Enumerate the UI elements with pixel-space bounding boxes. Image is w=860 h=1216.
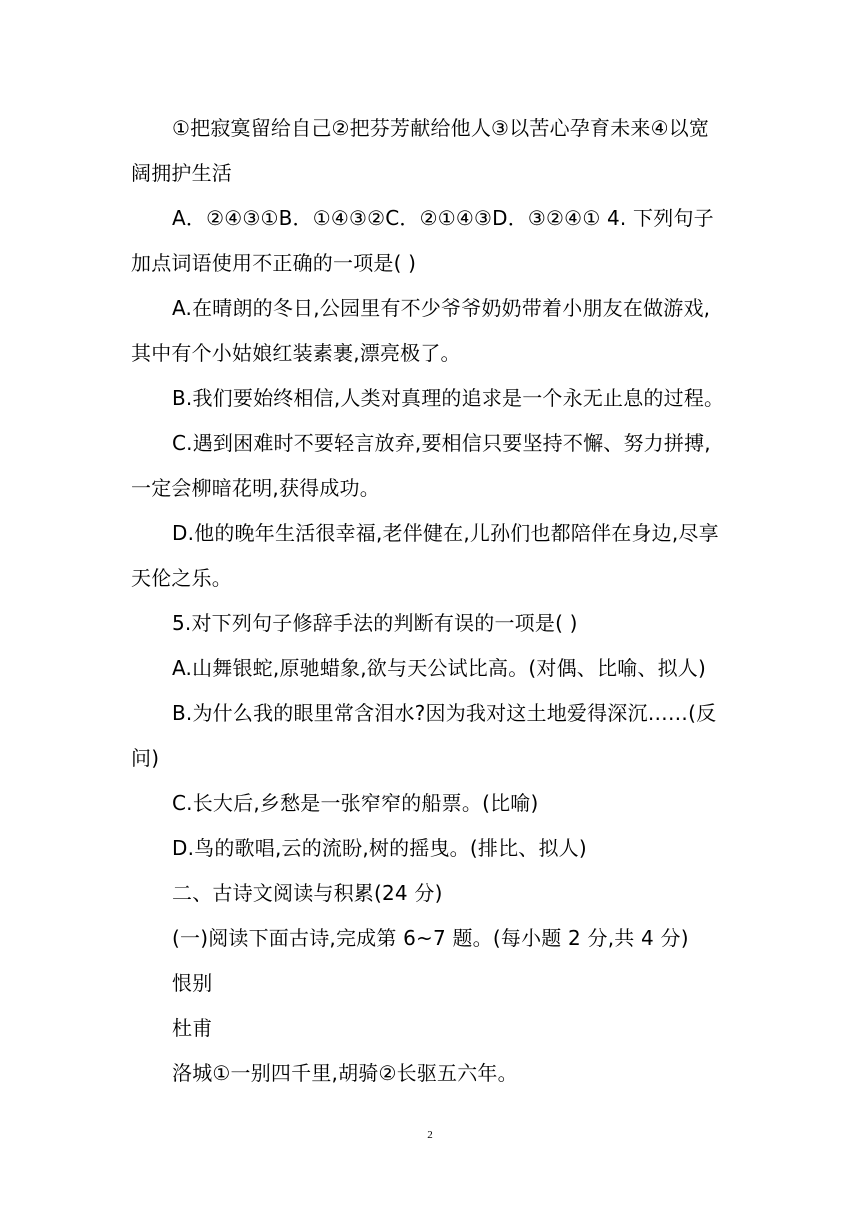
text-line: 天伦之乐。 bbox=[131, 566, 232, 590]
text-line: A．②④③①B．①④③②C．②①④③D．③②④① 4. 下列句子 bbox=[172, 206, 714, 230]
text-line: ①把寂寞留给自己②把芬芳献给他人③以苦心孕育未来④以宽 bbox=[172, 116, 710, 140]
question-heading: 5.对下列句子修辞手法的判断有误的一项是( ) bbox=[172, 611, 578, 635]
text-line: 其中有个小姑娘红装素裹,漂亮极了。 bbox=[131, 341, 461, 365]
poem-title: 恨别 bbox=[172, 971, 213, 995]
text-line: 一定会柳暗花明,获得成功。 bbox=[131, 476, 380, 500]
text-line: 阔拥护生活 bbox=[131, 161, 232, 185]
text-line: 加点词语使用不正确的一项是( ) bbox=[131, 251, 417, 275]
text-line: C.长大后,乡愁是一张窄窄的船票。(比喻) bbox=[172, 791, 539, 815]
poem-line: 洛城①一别四千里,胡骑②长驱五六年。 bbox=[172, 1061, 518, 1085]
text-line: B.为什么我的眼里常含泪水?因为我对这土地爱得深沉……(反 bbox=[172, 701, 717, 725]
section-heading: 二、古诗文阅读与积累(24 分) bbox=[172, 881, 443, 905]
text-line: C.遇到困难时不要轻言放弃,要相信只要坚持不懈、努力拼搏, bbox=[172, 431, 711, 455]
text-line: 问) bbox=[131, 746, 160, 770]
poem-author: 杜甫 bbox=[172, 1016, 213, 1040]
text-line: D.他的晚年生活很幸福,老伴健在,儿孙们也都陪伴在身边,尽享 bbox=[172, 521, 719, 545]
text-line: A.山舞银蛇,原驰蜡象,欲与天公试比高。(对偶、比喻、拟人) bbox=[172, 656, 707, 680]
text-line: A.在晴朗的冬日,公园里有不少爷爷奶奶带着小朋友在做游戏, bbox=[172, 296, 711, 320]
page-number: 2 bbox=[427, 1129, 433, 1141]
text-line: D.鸟的歌唱,云的流盼,树的摇曳。(排比、拟人) bbox=[172, 836, 587, 860]
subsection-heading: (一)阅读下面古诗,完成第 6~7 题。(每小题 2 分,共 4 分) bbox=[172, 926, 689, 950]
text-line: B.我们要始终相信,人类对真理的追求是一个永无止息的过程。 bbox=[172, 386, 725, 410]
